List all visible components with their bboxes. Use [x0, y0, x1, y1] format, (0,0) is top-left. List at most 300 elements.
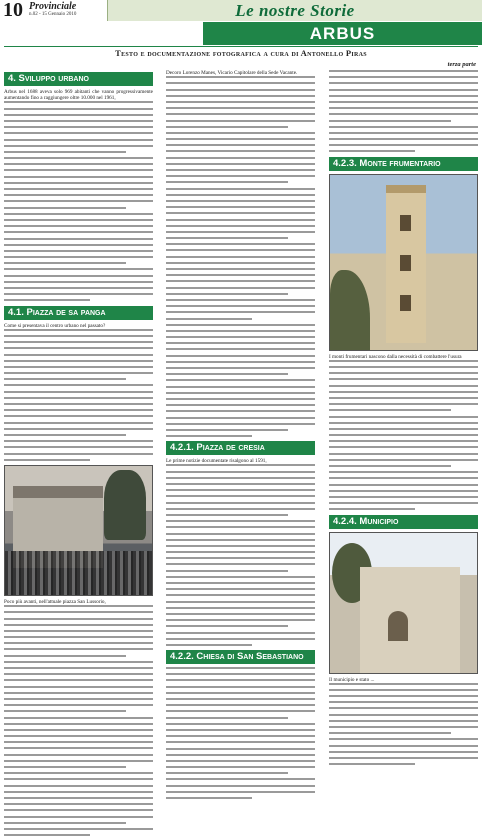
text-line: [166, 355, 315, 357]
text-line: [329, 453, 478, 455]
text-line: [4, 710, 126, 712]
text-line: [166, 582, 315, 584]
text-line: [4, 132, 153, 134]
text-line: [166, 126, 288, 128]
text-line: [329, 76, 478, 78]
text-line: [4, 378, 126, 380]
text-line: [166, 679, 315, 681]
text-line: [166, 113, 315, 115]
text-line: [4, 636, 153, 638]
text-line: [329, 397, 478, 399]
text-line: [166, 249, 315, 251]
text-line: [166, 373, 288, 375]
text-line: [329, 82, 478, 84]
text-line: [166, 717, 288, 719]
text-line: [329, 484, 478, 486]
text-line: [329, 751, 478, 753]
text-line: [166, 287, 315, 289]
text-line: [4, 747, 153, 749]
text-line: [4, 219, 153, 221]
text-line: [4, 822, 126, 824]
text-line: [4, 434, 126, 436]
paragraph-text: I monti frumentari nascono dalla necessità di combattere l'usura: [329, 353, 462, 360]
text-line: [329, 150, 415, 152]
text-line: [166, 625, 288, 627]
article-paragraph: [329, 354, 478, 511]
text-line: [329, 132, 478, 134]
text-line: [166, 551, 315, 553]
text-line: [4, 415, 153, 417]
text-line: [166, 667, 315, 669]
section-heading: 4.2.1. Piazza de cresia: [166, 441, 315, 455]
section-heading: 4.1. Piazza de sa panga: [4, 306, 153, 320]
text-line: [4, 403, 153, 405]
text-line: [4, 735, 153, 737]
text-line: [4, 238, 153, 240]
text-line: [166, 175, 315, 177]
text-line: [4, 384, 153, 386]
text-line: [166, 502, 315, 504]
text-line: [329, 477, 478, 479]
section-heading: 4.2.2. Chiesa di San Sebastiano: [166, 650, 315, 664]
text-line: [4, 354, 153, 356]
text-line: [4, 686, 153, 688]
text-line: [4, 453, 153, 455]
text-line: [166, 594, 315, 596]
text-line: [4, 428, 153, 430]
text-line: [329, 372, 478, 374]
text-line: [4, 188, 153, 190]
column-1: [4, 70, 153, 654]
text-line: [329, 378, 478, 380]
text-line: [166, 760, 315, 762]
text-line: [166, 526, 315, 528]
text-line: [329, 385, 478, 387]
text-line: [4, 114, 153, 116]
text-line: [4, 698, 153, 700]
section-heading: 4.2.3. Monte frumentario: [329, 157, 478, 171]
text-line: [4, 803, 153, 805]
text-line: [329, 144, 478, 146]
text-line: [4, 391, 153, 393]
text-line: [4, 624, 153, 626]
text-line: [4, 194, 153, 196]
tree-shape: [104, 470, 146, 540]
page-header: [0, 0, 482, 21]
text-line: [329, 508, 415, 510]
article-banner: ARBUS: [203, 22, 482, 45]
text-line: [166, 686, 315, 688]
text-line: [4, 268, 153, 270]
text-line: [166, 219, 315, 221]
text-line: [329, 428, 478, 430]
text-line: [166, 138, 315, 140]
text-line: [166, 342, 315, 344]
text-line: [166, 318, 252, 320]
text-line: [166, 410, 315, 412]
newspaper-logo: [27, 0, 93, 21]
text-line: [4, 151, 126, 153]
text-line: [166, 404, 315, 406]
text-line: [329, 714, 478, 716]
text-line: [166, 607, 315, 609]
section-masthead: Le nostre Storie: [107, 0, 482, 21]
text-line: [166, 576, 315, 578]
text-line: [166, 324, 315, 326]
text-line: [4, 126, 153, 128]
text-line: [4, 347, 153, 349]
text-line: [4, 293, 153, 295]
text-line: [166, 435, 252, 437]
text-line: [166, 280, 315, 282]
text-line: [166, 361, 315, 363]
text-line: [166, 256, 315, 258]
window-shape: [400, 255, 411, 271]
text-line: [166, 692, 315, 694]
text-line: [166, 563, 315, 565]
text-line: [166, 483, 315, 485]
building-shape: [360, 567, 460, 673]
text-line: [4, 157, 153, 159]
text-line: [4, 679, 153, 681]
text-line: [329, 738, 478, 740]
article-paragraph: [4, 323, 153, 461]
article-paragraph: [166, 324, 315, 437]
text-line: [329, 502, 478, 504]
text-line: [166, 274, 315, 276]
text-line: [166, 735, 315, 737]
text-line: [4, 182, 153, 184]
text-line: [166, 225, 315, 227]
text-line: [329, 126, 478, 128]
text-line: [4, 360, 153, 362]
text-line: [166, 336, 315, 338]
text-line: [166, 262, 315, 264]
text-line: [329, 409, 451, 411]
text-line: [166, 132, 315, 134]
text-line: [166, 348, 315, 350]
text-line: [4, 655, 126, 657]
text-line: [329, 113, 478, 115]
text-line: [4, 760, 153, 762]
text-line: [329, 434, 478, 436]
text-line: [166, 398, 315, 400]
text-line: [329, 701, 478, 703]
text-line: [4, 809, 153, 811]
text-line: [166, 243, 315, 245]
text-line: [4, 250, 153, 252]
text-line: [166, 194, 315, 196]
text-line: [329, 403, 478, 405]
text-line: [329, 446, 478, 448]
text-line: [166, 748, 315, 750]
text-line: [166, 638, 315, 640]
text-line: [166, 477, 315, 479]
text-line: [166, 311, 315, 313]
text-line: [166, 76, 315, 78]
text-line: [4, 287, 153, 289]
text-line: [166, 778, 315, 780]
text-line: [329, 391, 478, 393]
paragraph-text: Decoro Lorenzo Manes, Vicario Capitolare della Sede Vacante.: [166, 70, 298, 76]
text-line: [166, 619, 315, 621]
text-line: [4, 459, 90, 461]
text-line: [166, 157, 315, 159]
article-paragraph: [4, 599, 153, 836]
text-line: [166, 423, 315, 425]
text-line: [166, 101, 315, 103]
text-line: [4, 262, 126, 264]
text-line: [4, 372, 153, 374]
text-line: [166, 206, 315, 208]
article-paragraph: [166, 70, 315, 320]
text-line: [329, 120, 451, 122]
text-line: [4, 275, 153, 277]
text-line: [4, 661, 153, 663]
text-line: [4, 231, 153, 233]
text-line: [166, 82, 315, 84]
tree-shape: [330, 270, 370, 350]
text-line: [166, 772, 288, 774]
text-line: [4, 139, 153, 141]
text-line: [166, 367, 315, 369]
text-line: [4, 642, 153, 644]
text-line: [329, 440, 478, 442]
text-line: [166, 417, 315, 419]
text-line: [166, 181, 288, 183]
text-line: [4, 630, 153, 632]
text-line: [166, 293, 288, 295]
text-line: [4, 101, 153, 103]
article-photo: [329, 532, 478, 674]
text-line: [4, 754, 153, 756]
text-line: [4, 256, 153, 258]
column-3: [329, 70, 478, 683]
text-line: [329, 366, 478, 368]
text-line: [329, 745, 478, 747]
text-line: [166, 766, 315, 768]
text-line: [329, 89, 478, 91]
text-line: [166, 163, 315, 165]
text-line: [166, 710, 315, 712]
paragraph-text: Come si presentava il centro urbano nel passato?: [4, 322, 106, 329]
text-line: [4, 200, 153, 202]
text-line: [166, 268, 315, 270]
text-line: [166, 299, 315, 301]
text-line: [4, 772, 153, 774]
text-line: [4, 828, 153, 830]
text-line: [166, 188, 315, 190]
text-line: [4, 729, 153, 731]
text-line: [329, 695, 478, 697]
text-line: [329, 720, 478, 722]
text-line: [329, 416, 478, 418]
text-line: [329, 138, 478, 140]
text-line: [4, 785, 153, 787]
article-photo: [4, 465, 153, 596]
text-line: [4, 244, 153, 246]
page-number: 10: [3, 0, 23, 21]
text-line: [329, 459, 478, 461]
text-line: [166, 508, 315, 510]
text-line: [4, 281, 153, 283]
text-line: [329, 763, 415, 765]
text-line: [166, 495, 315, 497]
text-line: [4, 341, 153, 343]
text-line: [166, 392, 315, 394]
text-line: [4, 440, 153, 442]
article-photo: [329, 174, 478, 351]
text-line: [4, 409, 153, 411]
text-line: [4, 225, 153, 227]
section-heading: 4.2.4. Municipio: [329, 515, 478, 529]
text-line: [166, 212, 315, 214]
text-line: [166, 330, 315, 332]
text-line: [166, 169, 315, 171]
text-line: [329, 471, 478, 473]
text-line: [166, 144, 315, 146]
text-line: [329, 70, 478, 72]
text-line: [329, 490, 478, 492]
paragraph-text: Le prime notizie documentate risalgono al 1591,: [166, 458, 267, 465]
text-line: [166, 539, 315, 541]
text-line: [166, 613, 315, 615]
text-line: [166, 601, 315, 603]
text-line: [166, 520, 315, 522]
text-line: [4, 797, 153, 799]
text-line: [4, 717, 153, 719]
text-line: [4, 611, 153, 613]
text-line: [4, 648, 153, 650]
text-line: [4, 618, 153, 620]
part-tag: terza parte: [447, 61, 476, 68]
text-line: [166, 545, 315, 547]
text-line: [329, 496, 478, 498]
paragraph-text: Arbus nel 1688 aveva solo 969 abitanti che vanno progressivamente aumentando fino a raggiungere oltre 10.000 nel 1961,: [4, 89, 153, 102]
text-line: [4, 176, 153, 178]
window-shape: [400, 215, 411, 231]
text-line: [166, 644, 252, 646]
text-line: [166, 797, 252, 799]
paragraph-text: Il municipio e stato ...: [329, 676, 375, 683]
text-line: [166, 95, 315, 97]
header-rule: [4, 46, 478, 47]
text-line: [4, 446, 153, 448]
text-line: [4, 169, 153, 171]
text-line: [4, 741, 153, 743]
text-line: [4, 145, 153, 147]
text-line: [166, 514, 288, 516]
paragraph-text: Poco più avanti, nell'attuale piazza San Lussorio,: [4, 598, 106, 605]
text-line: [166, 698, 315, 700]
text-line: [4, 366, 153, 368]
text-line: [166, 89, 315, 91]
column-2: [166, 70, 315, 663]
article-paragraph: [4, 89, 153, 301]
text-line: [166, 704, 315, 706]
issue-info: n.02 - 15 Gennaio 2010: [29, 12, 77, 17]
text-line: [4, 163, 153, 165]
text-line: [4, 120, 153, 122]
text-line: [166, 107, 315, 109]
text-line: [166, 741, 315, 743]
text-line: [166, 729, 315, 731]
text-line: [166, 785, 315, 787]
text-line: [166, 464, 315, 466]
text-line: [329, 683, 478, 685]
text-line: [166, 673, 315, 675]
text-line: [4, 108, 153, 110]
text-line: [166, 632, 315, 634]
text-line: [4, 213, 153, 215]
article-paragraph: [166, 667, 315, 799]
text-line: [4, 667, 153, 669]
text-line: [4, 422, 153, 424]
text-line: [329, 726, 478, 728]
crowd-shape: [5, 551, 152, 595]
text-line: [4, 673, 153, 675]
text-line: [166, 471, 315, 473]
text-line: [4, 778, 153, 780]
section-heading: 4. Sviluppo urbano: [4, 72, 153, 86]
text-line: [166, 120, 315, 122]
text-line: [166, 305, 315, 307]
text-line: [4, 299, 90, 301]
text-line: [166, 723, 315, 725]
article-subtitle: Testo e documentazione fotografica a cura di Antonello Piras: [115, 48, 367, 58]
text-line: [4, 605, 153, 607]
text-line: [329, 732, 451, 734]
text-line: [166, 150, 315, 152]
text-line: [4, 791, 153, 793]
text-line: [4, 816, 153, 818]
text-line: [166, 489, 315, 491]
text-line: [4, 397, 153, 399]
text-line: [4, 766, 126, 768]
text-line: [329, 101, 478, 103]
text-line: [329, 95, 478, 97]
text-line: [329, 757, 478, 759]
text-line: [329, 707, 478, 709]
text-line: [329, 422, 478, 424]
text-line: [166, 386, 315, 388]
text-line: [4, 335, 153, 337]
text-line: [166, 588, 315, 590]
text-line: [166, 754, 315, 756]
text-line: [166, 570, 288, 572]
article-paragraph: [166, 458, 315, 646]
text-line: [4, 723, 153, 725]
doorway-shape: [388, 611, 408, 641]
article-paragraph: [329, 70, 478, 152]
text-line: [4, 692, 153, 694]
window-shape: [400, 295, 411, 311]
text-line: [4, 207, 126, 209]
text-line: [329, 360, 478, 362]
article-paragraph: [329, 677, 478, 766]
text-line: [166, 557, 315, 559]
text-line: [166, 791, 315, 793]
text-line: [329, 465, 451, 467]
text-line: [166, 231, 315, 233]
newspaper-name: Provinciale: [29, 1, 77, 12]
text-line: [166, 379, 315, 381]
text-line: [329, 689, 478, 691]
text-line: [4, 704, 153, 706]
text-line: [166, 429, 288, 431]
text-line: [166, 237, 288, 239]
text-line: [329, 107, 478, 109]
